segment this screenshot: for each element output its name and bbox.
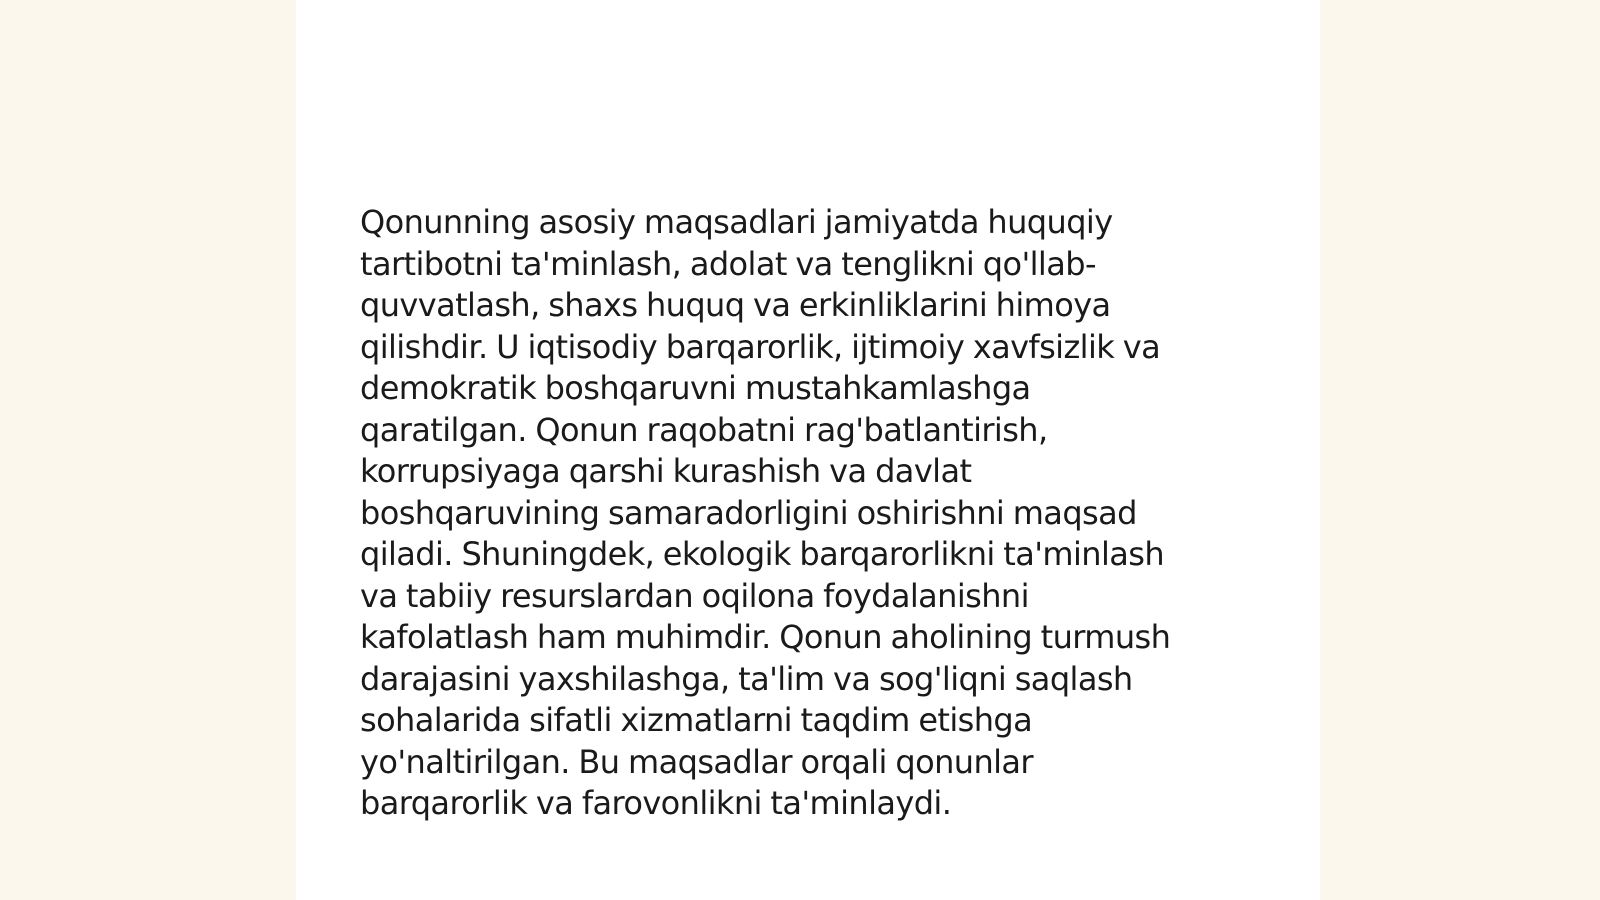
text-line: boshqaruvining samaradorligini oshirishni maqsad <box>360 493 1137 532</box>
text-line: korrupsiyaga qarshi kurashish va davlat <box>360 452 972 490</box>
text-line: kafolatlash ham muhimdir. Qonun aholining turmush <box>360 618 1171 656</box>
text-line: barqarorlik va farovonlikni ta'minlaydi. <box>360 784 952 822</box>
text-line: demokratik boshqaruvni mustahkamlashga <box>360 369 1031 407</box>
text-line: qiladi. Shuningdek, ekologik barqarorlikni ta'minlash <box>360 535 1165 573</box>
body-paragraph <box>360 202 1240 825</box>
document-page <box>296 0 1320 900</box>
text-line: qilishdir. U iqtisodiy barqarorlik, ijtimoiy xavfsizlik va <box>360 327 1161 366</box>
text-line: tartibotni ta'minlash, adolat va tenglikni qo'llab- <box>360 244 1096 283</box>
text-line: Qonunning asosiy maqsadlari jamiyatda huquqiy <box>360 203 1113 241</box>
text-line: va tabiiy resurslardan oqilona foydalanishni <box>360 576 1029 615</box>
text-line: quvvatlash, shaxs huquq va erkinliklarini himoya <box>360 286 1111 324</box>
text-line: qaratilgan. Qonun raqobatni rag'batlantirish, <box>360 410 1048 449</box>
text-line: darajasini yaxshilashga, ta'lim va sog'liqni saqlash <box>360 659 1133 698</box>
text-line: sohalarida sifatli xizmatlarni taqdim etishga <box>360 701 1033 739</box>
text-line: yo'naltirilgan. Bu maqsadlar orqali qonunlar <box>360 742 1033 781</box>
